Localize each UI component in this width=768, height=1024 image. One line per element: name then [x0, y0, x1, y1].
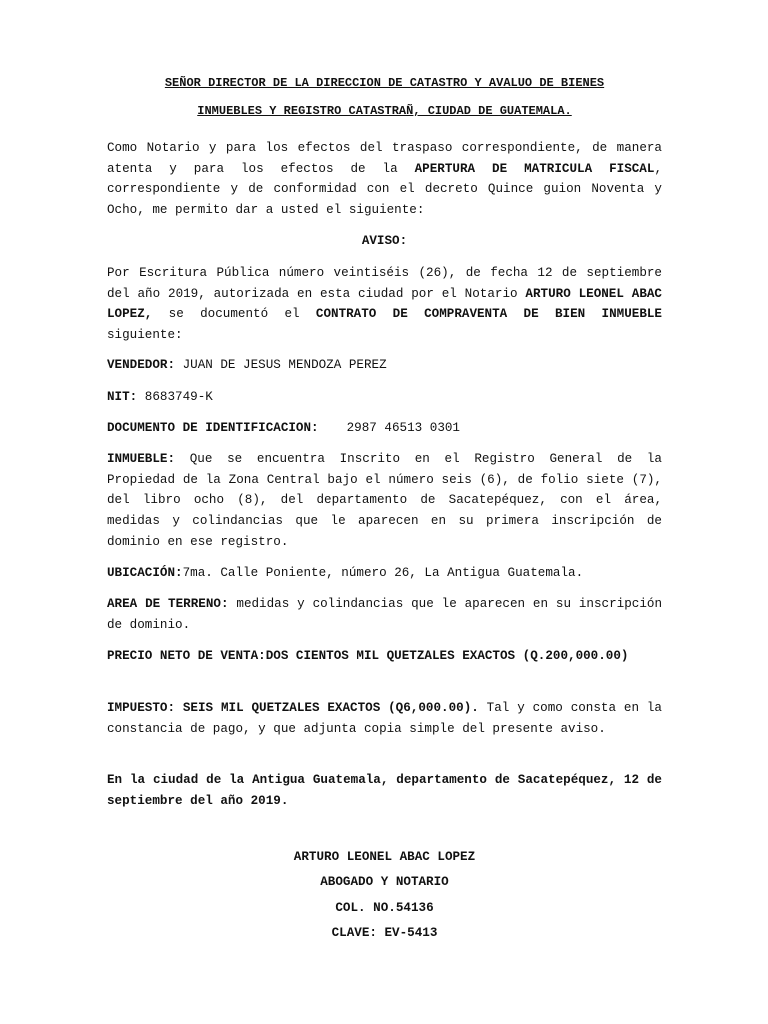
- impuesto-bold: IMPUESTO: SEIS MIL QUETZALES EXACTOS (Q6,000.00).: [107, 701, 479, 715]
- inmueble-label: INMUEBLE:: [107, 452, 176, 466]
- intro-bold: APERTURA DE MATRICULA FISCAL: [414, 161, 655, 176]
- escritura-text-2: se documentó el: [152, 307, 316, 322]
- notary-name: ARTURO LEONEL ABAC LOPEZ,: [107, 286, 662, 322]
- escritura-text-1: Por Escritura Pública número veintiséis (26), de fecha 12 de septiembre del año 2019, autorizada en esta ciudad por el Notario: [107, 266, 662, 301]
- vendedor-label: VENDEDOR:: [107, 358, 176, 372]
- signature-name: ARTURO LEONEL ABAC LOPEZ: [293, 850, 476, 864]
- documento-value: 2987 46513 0301: [346, 421, 460, 435]
- impuesto-value: Tal y como consta en la constancia de pago, y que adjunta copia simple del presente aviso.: [107, 701, 662, 736]
- nit-line: [107, 387, 662, 408]
- contract-type: CONTRATO DE COMPRAVENTA DE BIEN INMUEBLE: [315, 307, 662, 322]
- signature-clave: CLAVE: EV-5413: [331, 926, 438, 940]
- aviso-title: AVISO:: [361, 234, 408, 248]
- vendedor-value: JUAN DE JESUS MENDOZA PEREZ: [175, 358, 387, 372]
- intro-paragraph: [107, 138, 662, 221]
- impuesto-paragraph: [107, 698, 662, 739]
- ubicacion-label: UBICACIÓN:: [107, 566, 183, 580]
- ubicacion-line: [107, 563, 662, 584]
- intro-text-1: Como Notario y para los efectos del traspaso correspondiente, de manera atenta y para los efectos de la: [107, 141, 662, 176]
- nit-value: 8683749-K: [137, 390, 213, 404]
- ubicacion-value: 7ma. Calle Poniente, número 26, La Antigua Guatemala.: [182, 566, 584, 580]
- precio-paragraph: PRECIO NETO DE VENTA:DOS CIENTOS MIL QUETZALES EXACTOS (Q.200,000.00): [107, 649, 629, 663]
- escritura-text-3: siguiente:: [107, 328, 183, 343]
- signature-title: ABOGADO Y NOTARIO: [320, 875, 449, 889]
- inmueble-value: Que se encuentra Inscrito en el Registro General de la Propiedad de la Zona Central bajo el número seis (6), de folio siete (7), del libro ocho (8), del departamento de Sacatepéquez, con el área, medidas y colindancias que le aparecen en su primera inscripción de dominio en ese registro.: [107, 452, 662, 549]
- inmueble-paragraph: [107, 449, 662, 553]
- area-label: AREA DE TERRENO:: [107, 597, 229, 611]
- signature-col: COL. NO.54136: [335, 901, 434, 915]
- header-line-2: INMUEBLES Y REGISTRO CATASTRAÑ, CIUDAD DE GUATEMALA.: [197, 104, 572, 118]
- fecha-paragraph: En la ciudad de la Antigua Guatemala, departamento de Sacatepéquez, 12 de septiembre del año 2019.: [107, 773, 662, 808]
- nit-label: NIT:: [107, 390, 138, 404]
- area-paragraph: [107, 594, 662, 635]
- documento-line: [107, 418, 662, 439]
- header-line-1: SEÑOR DIRECTOR DE LA DIRECCION DE CATASTRO Y AVALUO DE BIENES: [164, 76, 605, 90]
- intro-text-2: , correspondiente y de conformidad con el decreto Quince guion Noventa y Ocho, me permito dar a usted el siguiente:: [107, 161, 662, 218]
- area-value: medidas y colindancias que le aparecen en su inscripción de dominio.: [107, 597, 663, 632]
- documento-label: DOCUMENTO DE IDENTIFICACION:: [107, 421, 319, 435]
- vendedor-line: [107, 355, 662, 376]
- escritura-paragraph: [107, 263, 662, 346]
